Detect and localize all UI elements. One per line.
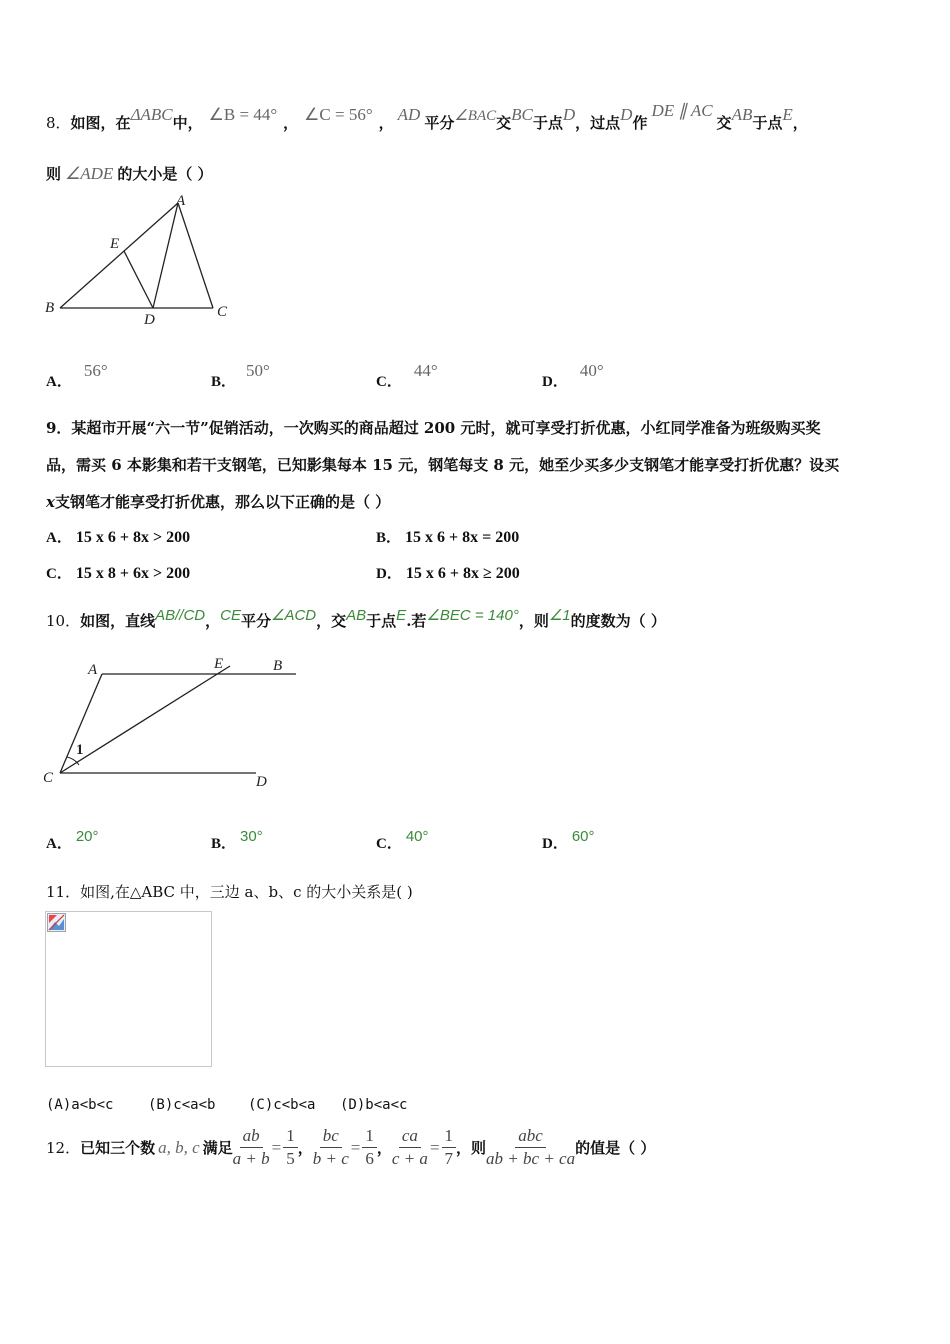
line-ce [60,666,230,773]
fraction-abc [486,1126,575,1169]
q8-text: ，过点 [575,114,621,132]
numerator: ca [399,1126,421,1148]
q12-text: ，则 [456,1139,487,1157]
option-value: 56° [83,361,108,380]
q9-line-2: 品，需买 6 本影集和若干支钢笔，已知影集每本 15 元，钢笔每支 8 元，她至少买多少支钢笔才能享受打折优惠？设买 [46,456,840,474]
q10-math: ∠BEC = 140° [426,607,519,624]
numerator: 1 [362,1126,377,1148]
option-label: D． [376,566,402,582]
denominator: ab + bc + ca [486,1149,576,1168]
denominator: 5 [286,1149,295,1168]
label-b: B [273,658,283,674]
q8-option-c[interactable] [376,361,438,391]
label-d: D [144,312,155,328]
option-value: 60° [571,828,595,845]
q8-math: ∠C = 56° [304,105,373,124]
q9-variable: x [46,493,55,511]
q8-text: ， [792,114,808,132]
denominator: c + a [391,1149,428,1168]
denominator: 6 [365,1149,374,1168]
option-label: C． [46,566,72,582]
q8-math: AD [397,105,421,124]
option-label: A． [46,836,72,852]
label-d: D [256,774,267,790]
q8-text: 于点 [532,114,563,132]
q8-option-d[interactable] [542,361,604,391]
option-label: B． [376,530,402,546]
option-label: C． [376,374,402,390]
numerator: 1 [442,1126,457,1148]
q12-line-1 [46,1126,655,1169]
option-value: 15 x 6 + 8x > 200 [75,529,191,546]
denominator: b + c [312,1149,349,1168]
q10-text: 平分 [240,612,271,630]
q8-math: ΔABC [130,105,173,124]
q8-text: 如图，在 [70,114,131,132]
fraction-ca [392,1126,428,1169]
option-label: B． [211,836,237,852]
q8-math: D [562,105,576,124]
broken-image-placeholder [45,911,212,1067]
q9-option-a[interactable] [46,526,190,547]
q8-math: D [620,105,633,124]
q12-text: 已知三个数 [80,1139,156,1157]
equals-sign: = [429,1137,440,1157]
option-value: 15 x 8 + 6x > 200 [75,565,191,582]
q8-text: 交 [716,114,732,132]
q9-option-d[interactable] [376,562,520,583]
q8-math: AB [731,105,753,124]
numerator: bc [320,1126,342,1148]
fraction-1-5 [283,1126,298,1169]
q8-math: ∠BAC [454,108,497,124]
option-value: 15 x 6 + 8x ≥ 200 [405,565,520,582]
denominator: a + b [232,1149,270,1168]
q12-vars: a, b, c [158,1137,200,1157]
q10-text: ， [205,612,221,630]
option-value: 20° [75,828,99,845]
option-value: 40° [579,361,604,380]
q10-math: ∠1 [548,607,571,624]
angle-arc [67,757,79,765]
q8-option-a[interactable] [46,361,108,391]
numerator: 1 [283,1126,298,1148]
q8-math: ∠B = 44° [208,105,278,124]
fraction-ab [233,1126,270,1169]
q9-option-b[interactable] [376,526,519,547]
option-value: 44° [413,361,438,380]
q10-math: CE [220,607,241,624]
q10-text: ，交 [316,612,347,630]
numerator: abc [515,1126,546,1148]
q8-text: 平分 [424,114,455,132]
denominator: 7 [444,1149,454,1168]
q8-text: 交 [496,114,512,132]
q10-math: E [396,607,407,624]
option-label: A． [46,530,72,546]
q9-line-1: 9．某超市开展“六一节”促销活动，一次购买的商品超过 200 元时，就可享受打折优惠，小红同学准备为班级购买奖 [46,419,821,437]
q11-option-c[interactable]: (C)c<b<a [248,1097,316,1113]
q8-text: ， [283,114,299,132]
q10-text: ，则 [518,612,549,630]
q10-text: 于点 [366,612,397,630]
fraction-bc [313,1126,349,1169]
q10-text: 的度数为（ ） [570,612,666,630]
edge-de [124,251,153,308]
label-e: E [214,656,224,672]
q12-text: 满足 [202,1139,233,1157]
q10-math: ∠ACD [271,607,317,624]
option-value: 50° [246,361,270,380]
numerator: ab [240,1126,263,1148]
option-label: C． [376,836,402,852]
q8-option-b[interactable] [211,361,270,391]
q10-math: AB//CD [155,607,206,624]
separator: ， [376,1139,392,1157]
option-value: 40° [405,828,429,845]
fraction-1-7 [442,1126,457,1169]
q8-text: 中， [172,114,203,132]
q10-option-b[interactable] [211,828,263,853]
label-c: C [43,770,54,786]
q10-line-1 [46,607,666,631]
label-e: E [110,236,120,252]
label-b: B [45,300,55,316]
label-a: A [176,193,186,209]
option-label: D． [542,374,568,390]
q10-text: .若 [406,612,427,630]
equals-sign: = [271,1137,282,1157]
q8-text: 则 [46,165,62,183]
option-label: A． [46,374,72,390]
q10-text: 如图，直线 [80,612,156,630]
separator: ， [297,1139,313,1157]
q11-option-a[interactable]: (A)a<b<c [46,1097,114,1113]
q10-figure [38,650,308,795]
option-label: D． [542,836,568,852]
equals-sign: = [350,1137,361,1157]
q10-number: 10． [46,612,81,630]
q10-option-a[interactable] [46,828,99,853]
label-angle-1: 1 [76,742,84,758]
option-value: 30° [240,828,263,845]
q8-math: E [782,105,793,124]
q8-figure [40,190,250,330]
edge-ac [178,203,213,308]
label-a: A [88,662,98,678]
q8-math: ∠ADE [65,164,114,183]
edge-ad [153,203,178,308]
label-c: C [217,304,228,320]
q9-line-3 [46,491,390,512]
q10-math: AB [346,607,367,624]
edge-ba [60,203,178,308]
fraction-1-6 [362,1126,377,1169]
q12-text: 的值是（ ） [575,1139,656,1157]
q8-math: DE ∥ AC [651,101,713,120]
q8-text: ， [378,114,394,132]
q11-option-b[interactable]: (B)c<a<b [148,1097,216,1113]
q8-math: BC [511,105,533,124]
broken-image-icon [47,913,67,933]
line-ca [60,674,102,773]
q9-option-c[interactable] [46,562,190,583]
q10-option-c[interactable] [376,828,429,853]
q9-text: 支钢笔才能享受打折优惠，那么以下正确的是（ ） [54,493,391,511]
q8-line-2 [46,163,213,184]
q11-option-d[interactable]: (D)b<a<c [340,1097,408,1113]
option-label: B． [211,374,237,390]
q8-text: 于点 [752,114,783,132]
q12-number: 12． [46,1139,81,1157]
q8-text: 作 [632,114,648,132]
q8-number: 8． [46,114,71,132]
q11-text: 11．如图,在△ABC 中，三边 a、b、c 的大小关系是( ) [46,883,413,901]
q10-option-d[interactable] [542,828,595,853]
option-value: 15 x 6 + 8x = 200 [405,529,520,546]
q8-line-1 [46,101,808,133]
q8-text: 的大小是（ ） [117,165,213,183]
